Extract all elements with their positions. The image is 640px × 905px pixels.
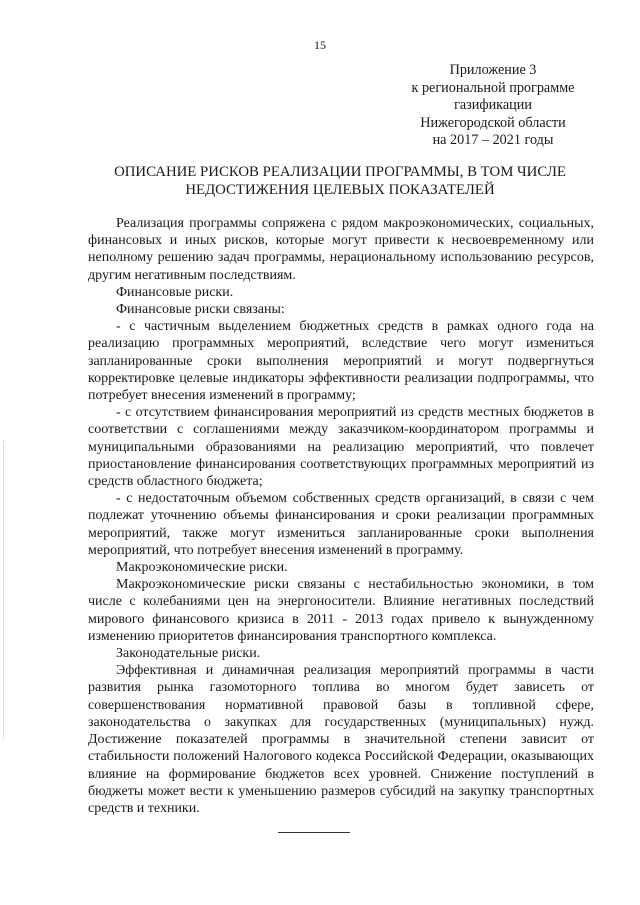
page-number: 15 xyxy=(314,38,326,52)
end-rule xyxy=(278,832,350,833)
list-item: - с отсутствием финансирования мероприятий из средств местных бюджетов в соответствии с соглашениями между заказчиком-координатором программы и муниципальными образованиями на реализацию мероприятий, что повлечет приостановление финансирования соответствующих программных мероприятий из средств областного бюджета; xyxy=(88,405,594,490)
appendix-header xyxy=(388,62,598,150)
list-item: - с недостаточным объемом собственных средств организаций, в связи с чем подлежат уточнению объемы финансирования и сроки реализации программных мероприятий, также могут измениться запланированные сроки выполнения мероприятий, что потребует внесения изменений в программу. xyxy=(88,491,594,558)
paragraph-macroeconomic: Макроэкономические риски связаны с нестабильностью экономики, в том числе с колебаниями цен на энергоносители. Влияние негативных последствий мирового финансового кризиса в 2011 - 2013 годах привело к вынужденному изменению приоритетов финансирования транспортного комплекса. xyxy=(88,577,594,644)
appendix-line: к региональной программе xyxy=(411,79,575,96)
paragraph-intro: Реализация программы сопряжена с рядом макроэкономических, социальных, финансовых и иных рисков, которые могут привести к несвоевременному или неполному решению задач программы, нерациональному использованию ресурсов, другим негативным последствиям. xyxy=(88,216,594,283)
appendix-line: на 2017 – 2021 годы xyxy=(432,132,554,149)
heading-legislative-risks: Законодательные риски. xyxy=(116,646,261,662)
list-item: - с частичным выделением бюджетных средств в рамках одного года на реализацию программных мероприятий, вследствие чего могут измениться запланированные сроки выполнения мероприятий и могут подвергнуться корректировке целевые индикаторы эффективности реализации подпрограммы, что потребует внесения изменений в программу; xyxy=(88,319,594,404)
heading-financial-risks: Финансовые риски. xyxy=(116,284,234,300)
title-line: НЕДОСТИЖЕНИЯ ЦЕЛЕВЫХ ПОКАЗАТЕЛЕЙ xyxy=(185,182,495,198)
paragraph-financial-lead: Финансовые риски связаны: xyxy=(116,302,285,318)
appendix-line: газификации xyxy=(454,97,532,114)
appendix-line: Приложение 3 xyxy=(449,62,537,78)
document-title xyxy=(80,163,600,199)
paragraph-legislative: Эффективная и динамичная реализация мероприятий программы в части развития рынка газомоторного топлива во многом будет зависеть от совершенствования нормативной правовой базы в топливной сфере, законодательства о закупках для государственных (муниципальных) нужд. Достижение показателей программы в значительной степени зависит от стабильности положений Налогового кодекса Российской Федерации, оказывающих влияние на формирование бюджетов всех уровней. Снижение поступлений в бюджеты может вести к уменьшению размеров субсидий на закупку транспортных средств и техники. xyxy=(88,663,594,816)
title-line: ОПИСАНИЕ РИСКОВ РЕАЛИЗАЦИИ ПРОГРАММЫ, В ТОМ ЧИСЛЕ xyxy=(114,164,566,180)
document-body xyxy=(88,215,594,817)
margin-scan-artifact xyxy=(3,440,5,740)
heading-macroeconomic-risks: Макроэкономические риски. xyxy=(116,560,288,576)
appendix-line: Нижегородской области xyxy=(420,114,566,131)
